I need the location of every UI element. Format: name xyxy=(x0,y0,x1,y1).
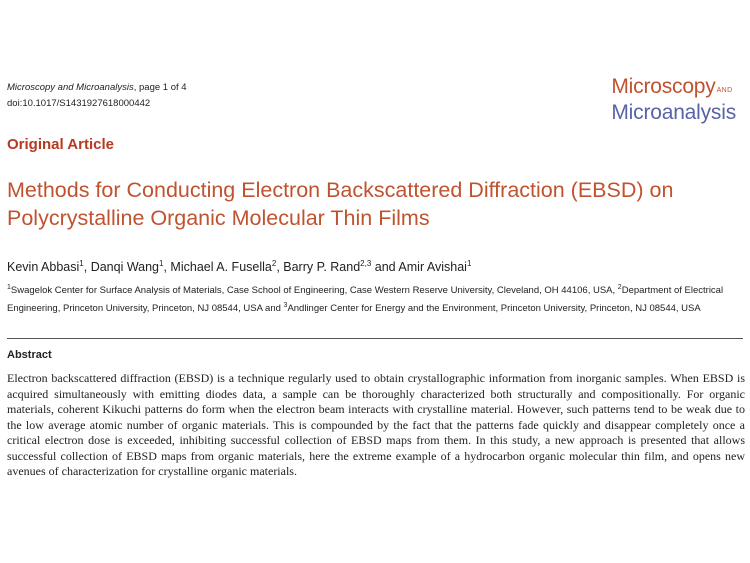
affiliation: Department of Electrical Engineering, Princeton University, Princeton, NJ 08544, USA and xyxy=(7,285,724,315)
journal-name: Microscopy and Microanalysis xyxy=(7,82,134,93)
page-info: , page 1 of 4 xyxy=(133,82,187,93)
author-separator: , xyxy=(83,260,91,275)
author-affiliation-mark: 2 xyxy=(271,259,277,268)
author[interactable]: Kevin Abbasi xyxy=(7,260,80,275)
affiliations xyxy=(7,280,747,316)
author[interactable]: Michael A. Fusella xyxy=(170,260,272,275)
author-separator: , xyxy=(163,260,171,275)
abstract-heading: Abstract xyxy=(7,349,52,361)
author-affiliation-mark: 1 xyxy=(159,259,164,268)
affiliation-mark: 2 xyxy=(617,284,622,291)
logo-line2: Microanalysis xyxy=(611,101,736,124)
affiliation-mark: 3 xyxy=(283,302,288,310)
logo-line1: Microscopy xyxy=(611,75,716,98)
affiliation-mark: 1 xyxy=(7,284,11,291)
affiliation: Andlinger Center for Energy and the Environment, Princeton University, Princeton, NJ 08544, USA xyxy=(287,303,701,315)
article-type: Original Article xyxy=(7,136,114,153)
abstract-body: Electron backscattered diffraction (EBSD) is a technique regularly used to obtain crystallographic information from inorganic samples. When EBSD is acquired simultaneously with emitting diodes data, a sample can be thoroughly characterized both structurally and compositionally. For organic materials, coherent Kikuchi patterns do form when the electron beam interacts with crystalline material. However, such patterns tend to be weak due to the low average atomic number of organic materials. This is compounded by the fact that the patterns fade quickly and disappear completely once a critical electron dose is exceeded, inhibiting successful collection of EBSD maps from them. In this study, a new approach is presented that allows successful collection of EBSD maps from organic materials, here the extreme example of a hydrocarbon organic molecular thin film, and opens new avenues of characterization for crystalline organic materials. xyxy=(7,371,745,478)
author-separator: and xyxy=(371,260,399,275)
author[interactable]: Barry P. Rand xyxy=(283,260,361,275)
author[interactable]: Danqi Wang xyxy=(90,260,160,275)
affiliation: Swagelok Center for Surface Analysis of Materials, Case School of Engineering, Case Western Reserve University, Cleveland, OH 44106, USA, xyxy=(10,285,618,297)
journal-logo xyxy=(611,76,736,124)
author-affiliation-mark: 1 xyxy=(466,259,472,268)
author-list xyxy=(7,259,471,274)
journal-citation xyxy=(7,80,187,96)
author-affiliation-mark: 2,3 xyxy=(360,259,372,268)
section-divider xyxy=(7,338,743,339)
author[interactable]: Amir Avishai xyxy=(398,260,467,275)
article-title: Methods for Conducting Electron Backscattered Diffraction (EBSD) on Polycrystalline Organic Molecular Thin Films xyxy=(7,178,674,230)
journal-info xyxy=(7,80,187,112)
author-affiliation-mark: 1 xyxy=(79,259,84,268)
logo-and: AND xyxy=(716,87,733,94)
author-separator: , xyxy=(276,260,284,275)
doi[interactable]: doi:10.1017/S1431927618000442 xyxy=(7,98,151,109)
